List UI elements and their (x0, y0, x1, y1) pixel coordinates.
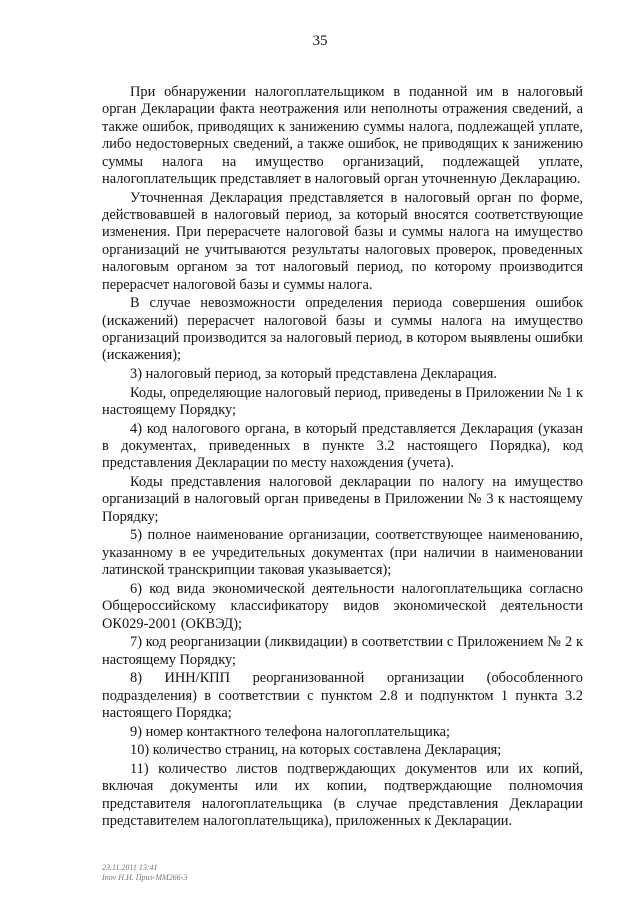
item-11-sheet-count: 11) количество листов подтверждающих документов или их копий, включая документы или их копии, подтверждающие полномочия представителя налогоплательщика (в случае представления Декларации представителем налогоплательщика), приложенных к Декларации. (102, 760, 583, 830)
footer-file-reference: Inov Н.И. Приз-ММ266-3 (102, 873, 188, 882)
item-5-organization-name: 5) полное наименование организации, соответствующее наименованию, указанному в ее учредительных документах (при наличии в наименовании латинской транскрипции таковая указывается); (102, 527, 583, 579)
item-9-phone: 9) номер контактного телефона налогоплательщика; (130, 723, 451, 740)
item-3-tax-period: 3) налоговый период, за который представлена Декларация. (130, 366, 498, 383)
item-10-page-count: 10) количество страниц, на которых составлена Декларация; (130, 742, 502, 759)
document-body (102, 84, 583, 832)
page-number: 35 (312, 33, 328, 49)
paragraph-1: При обнаружении налогоплательщиком в поданной им в налоговый орган Декларации факта неотражения или неполноты отражения сведений, а также ошибок, приводящих к занижению суммы налога, подлежащей уплате, либо недостоверных сведений, а также ошибок, не приводящих к занижению суммы налога на имущество организаций, подлежащей уплате, налогоплательщик представляет в налоговый орган уточненную Декларацию. (102, 84, 583, 188)
paragraph-period-codes: Коды, определяющие налоговый период, приведены в Приложении № 1 к настоящему Порядку; (102, 384, 583, 419)
item-7-reorganization-code: 7) код реорганизации (ликвидации) в соответствии с Приложением № 2 к настоящему Порядку; (102, 634, 583, 668)
item-4-tax-authority-code: 4) код налогового органа, в который представляется Декларация (указан в документах, приведенных в пункте 3.2 настоящего Порядка), код представления Декларации по месту нахождения (учета). (102, 420, 583, 472)
paragraph-submission-codes: Коды представления налоговой декларации по налогу на имущество организаций в налоговый орган приведены в Приложении № 3 к настоящему Порядку; (102, 474, 583, 525)
page-footer (102, 863, 187, 883)
item-8-inn-kpp: 8) ИНН/КПП реорганизованной организации (обособленного подразделения) в соответствии с пунктом 2.8 и подпунктом 1 пункта 3.2 настоящего Порядка; (102, 670, 583, 722)
footer-timestamp: 23.11.2011 13:41 (102, 863, 158, 872)
paragraph-2: Уточненная Декларация представляется в налоговый орган по форме, действовавшей в налоговый период, за который вносятся соответствующие изменения. При перерасчете налоговой базы и суммы налога на имущество организаций не учитываются результаты налоговых проверок, проведенных налоговым органом за тот налоговый период, по которому производится перерасчет налоговой базы и суммы налога. (102, 189, 583, 293)
item-6-okved-code: 6) код вида экономической деятельности налогоплательщика согласно Общероссийскому классификатору видов экономической деятельности ОК029-2001 (ОКВЭД); (102, 580, 583, 632)
paragraph-3: В случае невозможности определения периода совершения ошибок (искажений) перерасчет налоговой базы и суммы налога на имущество организаций производится за налоговый период, в котором выявлены ошибки (искажения); (102, 295, 583, 364)
